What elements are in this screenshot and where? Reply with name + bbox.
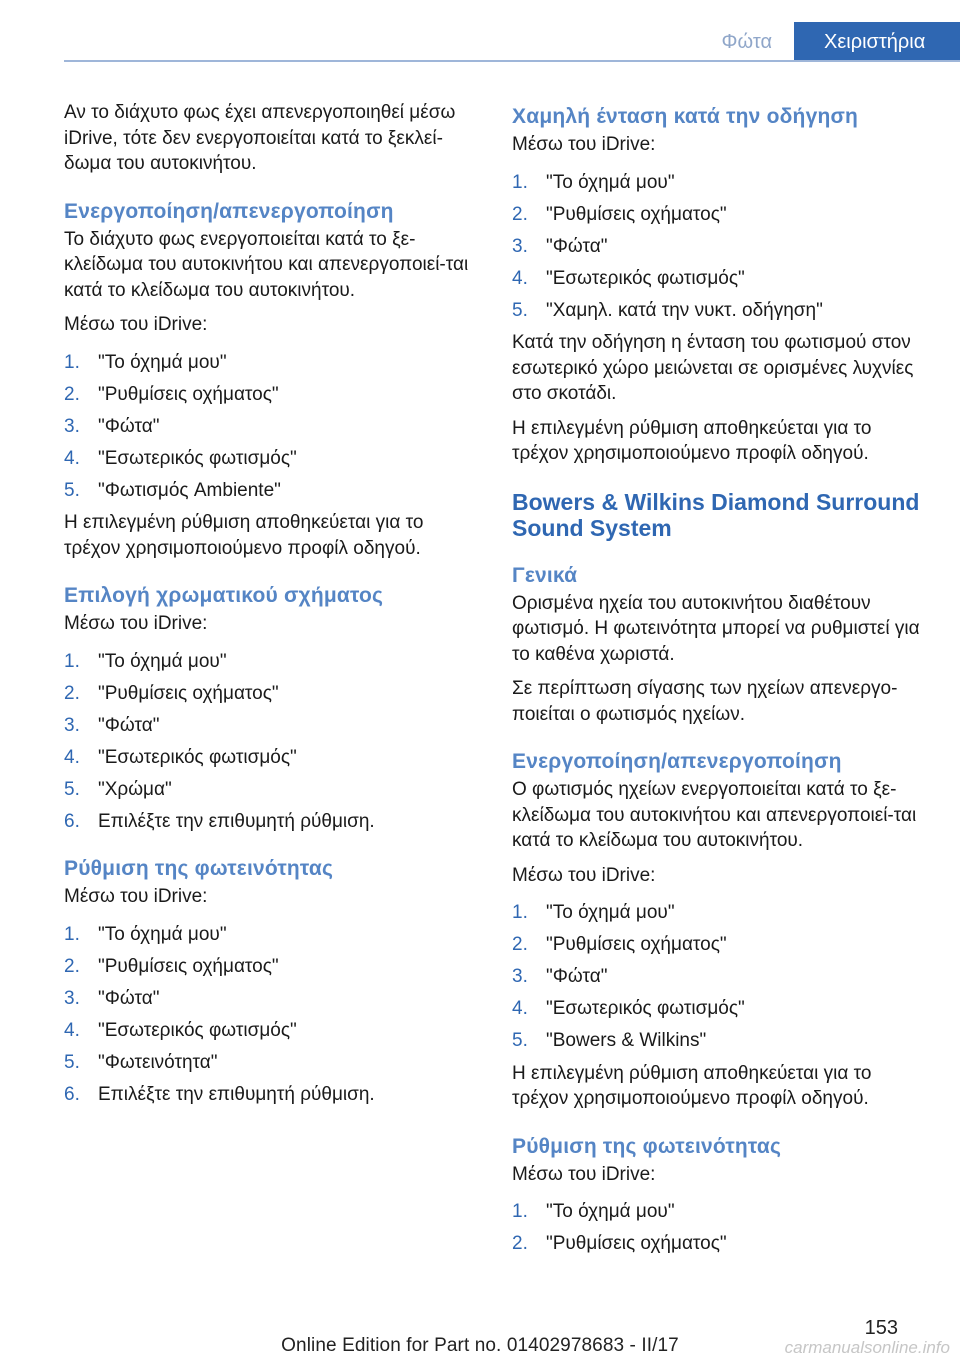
step-text: "Φώτα" [98,714,160,736]
list-item: 4. "Εσωτερικός φωτισμός" [512,266,926,292]
section-heading-color-scheme: Επιλογή χρωματικού σχήματος [64,584,384,607]
step-list [64,922,484,1108]
paragraph: Ο φωτισμός ηχείων ενεργοποιείται κατά το ξε-κλείδωμα του αυτοκινήτου και απενεργοποιεί-ται κατά το κλείδωμα του αυτοκινήτου. [512,779,917,851]
section-heading-brightness: Ρύθμιση της φωτεινότητας [64,857,334,880]
step-text: "Φώτα" [546,966,608,987]
section-heading-activate-ambient: Ενεργοποίηση/απενεργοποίηση [64,199,394,223]
list-item: 4. "Εσωτερικός φωτισμός" [512,996,926,1022]
step-text: "Το όχημά μου" [98,351,227,373]
list-item: 1. "Το όχημά μου" [64,649,484,675]
list-item: 2. "Ρυθμίσεις οχήματος" [64,681,484,707]
step-text: "Χαμηλ. κατά την νυκτ. οδήγηση" [546,299,823,321]
via-idrive-label: Μέσω του iDrive: [64,314,208,335]
note-paragraph: Η επιλεγμένη ρύθμιση αποθηκεύεται για το τρέχον χρησιμοποιούμενο προφίλ οδηγού. [512,417,872,464]
list-item: 2. "Ρυθμίσεις οχήματος" [512,1231,926,1257]
step-text: "Το όχημά μου" [98,650,227,672]
right-column [512,100,926,1264]
step-list [512,170,926,324]
paragraph: Το διάχυτο φως ενεργοποιείται κατά το ξε-κλείδωμα του αυτοκινήτου και απενεργοποιεί-ται κατά το κλείδωμα του αυτοκινήτου. [64,228,469,301]
list-item: 2. "Ρυθμίσεις οχήματος" [512,202,926,228]
tab-controls[interactable]: Χειριστήρια [794,22,960,62]
tab-lights[interactable]: Φώτα [700,22,794,62]
step-text: "Φωτεινότητα" [98,1051,218,1073]
list-item: 3. "Φώτα" [512,234,926,260]
step-list [512,900,926,1054]
footer-edition: Online Edition for Part no. 01402978683 - II/17 [281,1335,679,1356]
step-list [512,1199,926,1257]
list-item: 5. "Χαμηλ. κατά την νυκτ. οδήγηση" [512,298,926,324]
list-item: 4. "Εσωτερικός φωτισμός" [64,446,484,472]
step-text: "Εσωτερικός φωτισμός" [98,746,297,768]
list-item: 2. "Ρυθμίσεις οχήματος" [64,382,484,408]
step-text: "Εσωτερικός φωτισμός" [98,1019,297,1041]
step-text: "Ρυθμίσεις οχήματος" [98,383,279,405]
step-list [64,350,484,504]
list-item: 5. "Φωτισμός Ambiente" [64,478,484,504]
list-item: 4. "Εσωτερικός φωτισμός" [64,1018,484,1044]
note-paragraph: Η επιλεγμένη ρύθμιση αποθηκεύεται για το τρέχον χρησιμοποιούμενο προφίλ οδηγού. [64,512,424,559]
list-item: 3. "Φώτα" [64,414,484,440]
step-text: "Το όχημά μου" [546,902,675,923]
list-item: 1. "Το όχημά μου" [64,922,484,948]
header-divider [64,60,960,62]
paragraph: Κατά την οδήγηση η ένταση του φωτισμού στον εσωτερικό χώρο μειώνεται σε ορισμένες λυχνίες στο σκοτάδι. [512,332,914,404]
list-item: 2. "Ρυθμίσεις οχήματος" [512,932,926,958]
list-item: 6. Επιλέξτε την επιθυμητή ρύθμιση. [64,1082,484,1108]
step-text: "Χρώμα" [98,778,172,800]
list-item: 4. "Εσωτερικός φωτισμός" [64,745,484,771]
step-text: "Εσωτερικός φωτισμός" [546,267,745,289]
list-item: 1. "Το όχημά μου" [512,900,926,926]
via-idrive-label: Μέσω του iDrive: [64,886,208,907]
paragraph: Σε περίπτωση σίγασης των ηχείων απενεργο-ποιείται ο φωτισμός ηχείων. [512,678,898,725]
list-item: 5. "Χρώμα" [64,777,484,803]
list-item: 6. Επιλέξτε την επιθυμητή ρύθμιση. [64,809,484,835]
via-idrive-label: Μέσω του iDrive: [64,613,208,634]
step-text: "Το όχημά μου" [546,171,675,193]
step-text: "Ρυθμίσεις οχήματος" [98,682,279,704]
step-text: "Το όχημά μου" [98,923,227,945]
section-heading-general: Γενικά [512,563,578,587]
section-heading-night-dimming: Χαμηλή ένταση κατά την οδήγηση [512,105,859,128]
step-text: "Φώτα" [546,235,608,257]
list-item: 2. "Ρυθμίσεις οχήματος" [64,954,484,980]
step-text: "Bowers & Wilkins" [546,1030,707,1051]
section-heading-speaker-brightness: Ρύθμιση της φωτεινότητας [512,1134,782,1158]
left-column [64,100,484,1114]
list-item: 5. "Φωτεινότητα" [64,1050,484,1076]
step-text: "Εσωτερικός φωτισμός" [546,998,745,1019]
header-tabs [700,22,960,62]
step-text: "Φώτα" [98,987,160,1009]
step-list [64,649,484,835]
intro-paragraph: Αν το διάχυτο φως έχει απενεργοποιηθεί μέσω iDrive, τότε δεν ενεργοποιείται κατά το ξεκλεί-δωμα του αυτοκινήτου. [64,102,456,174]
list-item: 1. "Το όχημά μου" [64,350,484,376]
section-heading-activate-speaker-lights: Ενεργοποίηση/απενεργοποίηση [512,750,842,773]
step-text: "Εσωτερικός φωτισμός" [98,447,297,469]
list-item: 3. "Φώτα" [64,986,484,1012]
page-number: 153 [864,1317,898,1339]
list-item: 3. "Φώτα" [512,964,926,990]
paragraph: Ορισμένα ηχεία του αυτοκινήτου διαθέτουν φωτισμό. Η φωτεινότητα μπορεί να ρυθμιστεί για το καθένα χωριστά. [512,592,920,665]
via-idrive-label: Μέσω του iDrive: [512,1163,656,1185]
step-text: "Το όχημά μου" [546,1201,675,1222]
step-text: Επιλέξτε την επιθυμητή ρύθμιση. [98,810,375,832]
list-item: 3. "Φώτα" [64,713,484,739]
step-text: "Ρυθμίσεις οχήματος" [546,203,727,225]
step-text: Επιλέξτε την επιθυμητή ρύθμιση. [98,1083,375,1105]
list-item: 1. "Το όχημά μου" [512,170,926,196]
note-paragraph: Η επιλεγμένη ρύθμιση αποθηκεύεται για το τρέχον χρησιμοποιούμενο προφίλ οδηγού. [512,1062,872,1109]
step-text: "Ρυθμίσεις οχήματος" [98,955,279,977]
step-text: "Φωτισμός Ambiente" [98,479,281,501]
step-text: "Φώτα" [98,415,160,437]
via-idrive-label: Μέσω του iDrive: [512,864,656,886]
step-text: "Ρυθμίσεις οχήματος" [546,1233,727,1254]
chapter-heading-bowers-wilkins: Bowers & Wilkins Diamond Surround Sound System [512,488,920,541]
step-text: "Ρυθμίσεις οχήματος" [546,934,727,955]
list-item: 1. "Το όχημά μου" [512,1199,926,1225]
list-item: 5. "Bowers & Wilkins" [512,1028,926,1054]
via-idrive-label: Μέσω του iDrive: [512,134,656,155]
watermark: carmanualsonline.info [784,1338,950,1357]
